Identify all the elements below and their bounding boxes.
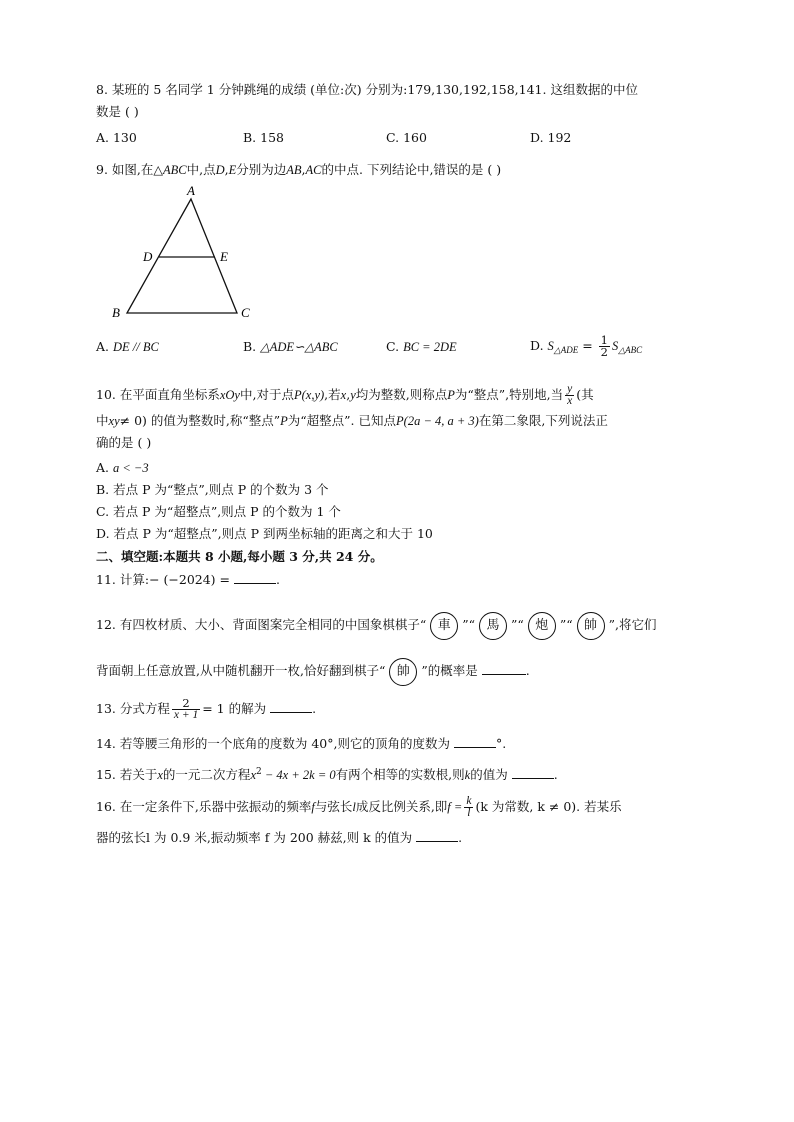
chess-piece-shuai-target: 帥 (389, 658, 417, 686)
q13-answer-blank (270, 700, 312, 713)
q12-answer-blank (482, 662, 526, 675)
q11-answer-blank (234, 571, 276, 584)
q8-line1: 8. 某班的 5 名同学 1 分钟跳绳的成绩 (单位:次) 分别为:179,130,192,158,141. 这组数据的中位 (96, 82, 638, 97)
fraction-2-over-x-plus-1: $\frac{2}{x + 1}$ (173, 696, 199, 721)
q12-line2: 背面朝上任意放置,从中随机翻开一枚,恰好翻到棋子“ 帥 ”的概率是 . (96, 657, 530, 686)
q8-option-a: A. 130 (96, 130, 137, 145)
label-e: E (220, 249, 228, 264)
q8-option-c: C. 160 (386, 130, 427, 145)
q10-line3: 确的是 ( ) (96, 435, 152, 450)
chess-piece-pao: 炮 (528, 612, 556, 640)
q8-option-d: D. 192 (530, 130, 572, 145)
label-b: B (112, 305, 120, 320)
q10-option-c: C. 若点 P 为“超整点”,则点 P 的个数为 1 个 (96, 504, 341, 519)
q10-option-d: D. 若点 P 为“超整点”,则点 P 到两坐标轴的距离之和大于 10 (96, 526, 433, 541)
chess-piece-ma: 馬 (479, 612, 507, 640)
label-a: A (187, 185, 195, 198)
q8-line2: 数是 ( ) (96, 104, 139, 119)
label-d: D (143, 249, 153, 264)
q16-answer-blank (416, 829, 458, 842)
chess-piece-shuai: 帥 (577, 612, 605, 640)
q9-option-d: D. $S_{\triangle ADE}$ = $\frac{1}{2}$ $S_{\triangle ABC}$ (530, 333, 643, 359)
q10-line1: 10. 在平面直角坐标系xOy中,对于点P(x,y),若x,y均为整数,则称点P为“整点”,特别地,当 $\frac{y}{x}$ (其 (96, 383, 594, 407)
label-c: C (241, 305, 250, 320)
fraction-one-half: $\frac{1}{2}$ (600, 333, 608, 359)
fraction-k-over-l: $\frac{k}{l}$ (466, 795, 472, 819)
q16-line1: 16. 在一定条件下,乐器中弦振动的频率f与弦长l成反比例关系,即f = $\frac{k}{l}$ (k 为常数, k ≠ 0). 若某乐 (96, 795, 622, 819)
q11: 11. 计算:− (−2024) = . (96, 572, 280, 587)
q15-answer-blank (512, 766, 554, 779)
q10-option-b: B. 若点 P 为“整点”,则点 P 的个数为 3 个 (96, 482, 329, 497)
q15: 15. 若关于x的一元二次方程$x^2 - 4x + 2k = 0$有两个相等的实数根,则k的值为 . (96, 767, 558, 782)
q10-option-a: A. a < −3 (96, 460, 149, 475)
section-2-heading: 二、填空题:本题共 8 小题,每小题 3 分,共 24 分。 (96, 549, 383, 564)
q9-triangle-figure (105, 185, 265, 325)
q16-line2: 器的弦长l 为 0.9 米,振动频率 f 为 200 赫兹,则 k 的值为 . (96, 830, 463, 845)
fraction-y-over-x: $\frac{y}{x}$ (567, 383, 573, 407)
q9-option-b: B. △ADE∽△ABC (243, 339, 338, 354)
q9-option-c: C. BC = 2DE (386, 339, 457, 354)
q13: 13. 分式方程 $\frac{2}{x + 1}$ = 1 的解为 . (96, 696, 317, 721)
chess-piece-che: 車 (430, 612, 458, 640)
q8-option-b: B. 158 (243, 130, 284, 145)
q9-option-a: A. DE // BC (96, 339, 159, 354)
q10-line2: 中xy≠ 0) 的值为整数时,称“整点”P为“超整点”. 已知点P(2a − 4, a + 3)在第二象限,下列说法正 (96, 413, 608, 428)
q9-stem: 9. 如图,在△ABC中,点D,E分别为边AB,AC的中点. 下列结论中,错误的是 ( ) (96, 162, 502, 177)
q14: 14. 若等腰三角形的一个底角的度数为 40°,则它的顶角的度数为 °. (96, 736, 507, 751)
q14-answer-blank (454, 735, 496, 748)
q12-line1: 12. 有四枚材质、大小、背面图案完全相同的中国象棋棋子“ 車 ”“ 馬 ”“ 炮 ”“ 帥 ”,将它们 (96, 611, 656, 640)
